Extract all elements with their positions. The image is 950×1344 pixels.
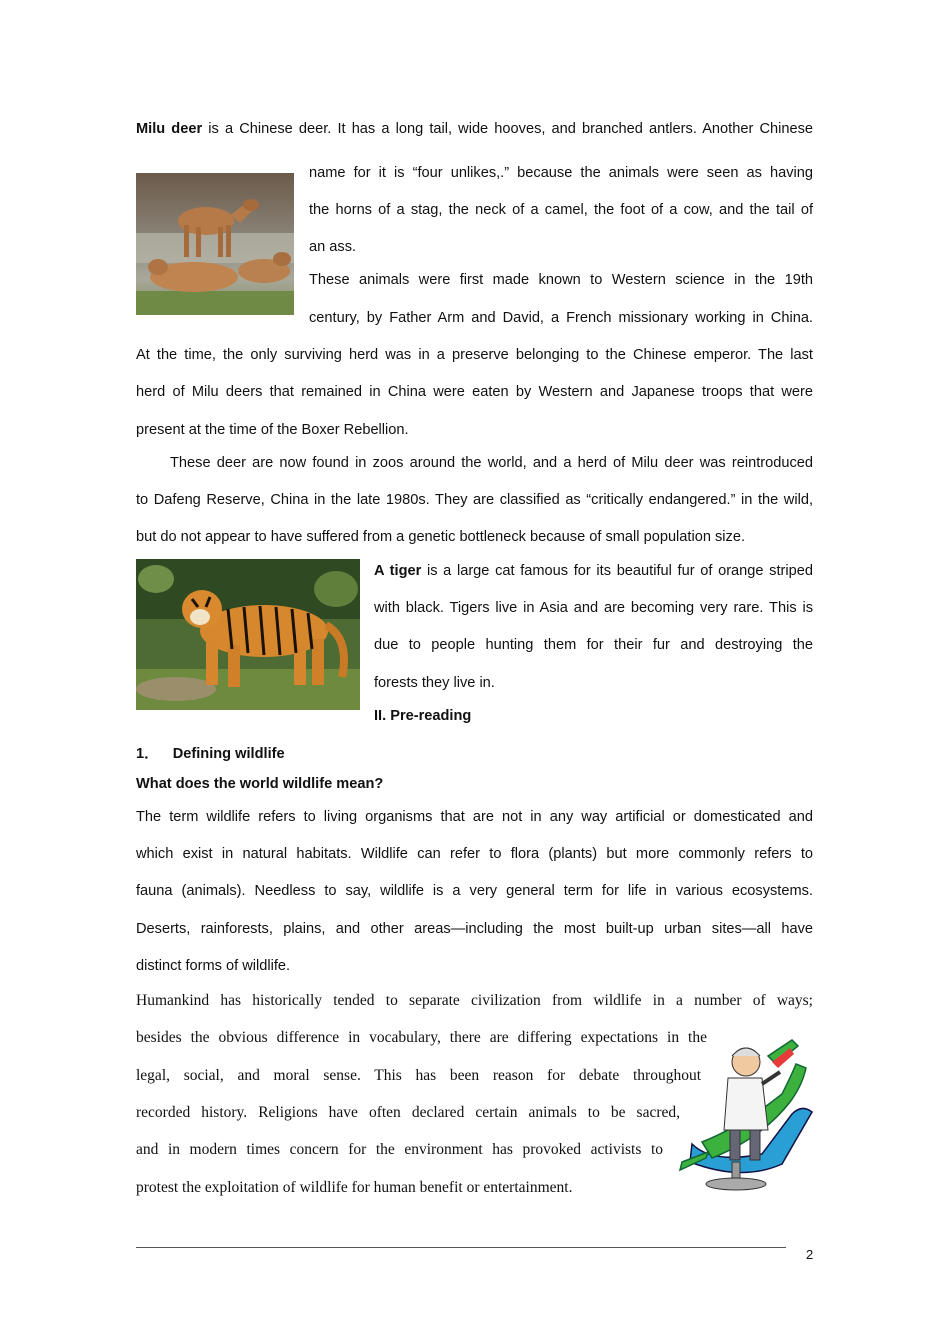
footer-rule [136,1247,786,1248]
milu-para3-line-2: to Dafeng Reserve, China in the late 1980s. They are classified as “critically endangered.” in the wild, [136,492,813,508]
humankind-line-4: recorded history. Religions have often declared certain animals to be sacred, [136,1104,680,1121]
milu-para2-line-2: century, by Father Arm and David, a French missionary working in China. [309,310,813,326]
humankind-line-1: Humankind has historically tended to separate civilization from wildlife in a number of ways; [136,992,813,1009]
tiger-line-4: forests they live in. [374,675,495,691]
definition-line-4: Deserts, rainforests, plains, and other areas—including the most built-up urban sites—all have [136,921,813,937]
section-heading: II. Pre-reading [374,708,472,724]
tiger-line-1-text: is a large cat famous for its beautiful fur of orange striped [421,563,813,579]
milu-deer-photo [136,173,294,315]
milu-line-1 [136,121,813,137]
milu-para2-line-3: At the time, the only surviving herd was in a preserve belonging to the Chinese emperor. The last [136,347,813,363]
milu-para2-line-5: present at the time of the Boxer Rebellion. [136,422,409,438]
tiger-line-1 [374,557,813,585]
tiger-photo [136,559,360,710]
milu-wrap-line-1: name for it is “four unlikes,.” because the animals were seen as having [309,165,813,181]
milu-para2-line-1: These animals were first made known to Western science in the 19th [309,272,813,288]
page-number: 2 [806,1247,814,1262]
question-heading: What does the world wildlife mean? [136,776,384,792]
humankind-line-2: besides the obvious difference in vocabulary, there are differing expectations in the [136,1029,707,1046]
milu-line-1-text: is a Chinese deer. It has a long tail, wide hooves, and branched antlers. Another Chinese [202,121,813,137]
milu-para2-line-4: herd of Milu deers that remained in China were eaten by Western and Japanese troops that were [136,384,813,400]
tiger-line-2: with black. Tigers live in Asia and are becoming very rare. This is [374,600,813,616]
definition-line-5: distinct forms of wildlife. [136,958,291,974]
milu-para3-line-3: but do not appear to have suffered from a genetic bottleneck because of small population size. [136,529,746,545]
tiger-term: A tiger [374,563,422,579]
definition-line-3: fauna (animals). Needless to say, wildlife is a very general term for life in various ecosystems. [136,883,813,899]
humankind-line-6: protest the exploitation of wildlife for human benefit or entertainment. [136,1179,573,1196]
milu-term: Milu deer [136,121,203,137]
milu-wrap-line-3: an ass. [309,239,357,255]
subsection-title: Defining wildlife [172,746,285,762]
milu-wrap-line-2: the horns of a stag, the neck of a camel, the foot of a cow, and the tail of [309,202,813,218]
dentist-crocodile-cartoon [672,1034,814,1192]
definition-line-1: The term wildlife refers to living organisms that are not in any way artificial or domesticated and [136,809,813,825]
milu-para3-line-1: These deer are now found in zoos around the world, and a herd of Milu deer was reintroduced [170,455,813,471]
subsection-heading [136,742,285,763]
humankind-line-3: legal, social, and moral sense. This has been reason for debate throughout [136,1067,701,1084]
subsection-number: 1． [136,746,159,762]
tiger-line-3: due to people hunting them for their fur and destroying the [374,637,813,653]
definition-line-2: which exist in natural habitats. Wildlife can refer to flora (plants) but more commonly refers to [136,846,813,862]
humankind-line-5: and in modern times concern for the environment has provoked activists to [136,1141,663,1158]
